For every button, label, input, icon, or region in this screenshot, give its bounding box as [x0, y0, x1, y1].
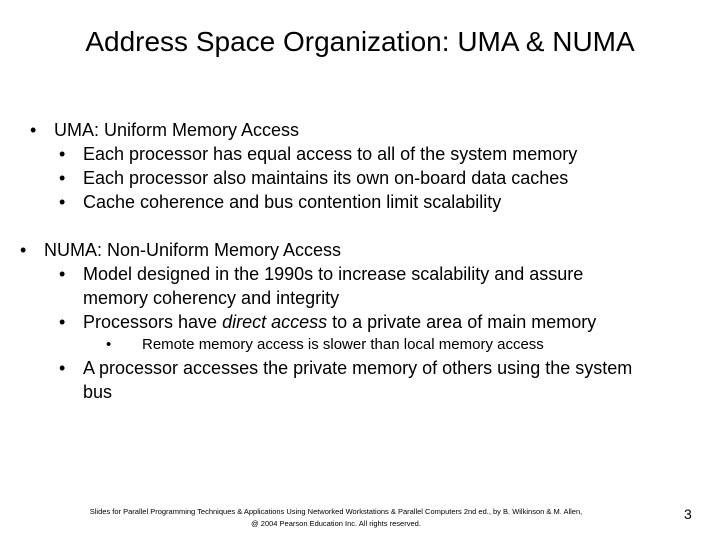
uma-item-2-bullet: • [59, 168, 66, 188]
footer-line-2: @ 2004 Pearson Education Inc. All rights reserved. [251, 519, 421, 528]
uma-item-3-bullet: • [59, 192, 66, 212]
numa-item-3-line-2: bus [83, 382, 113, 402]
numa-item-1-line-1: Model designed in the 1990s to increase scalability and assure [83, 264, 584, 284]
numa-item-1-line-2: memory coherency and integrity [83, 288, 340, 308]
uma-item-3: Cache coherence and bus contention limit scalability [83, 192, 502, 212]
numa-sub-item: Remote memory access is slower than local memory access [142, 336, 544, 353]
slide-title: Address Space Organization: UMA & NUMA [85, 26, 635, 57]
uma-item-1-bullet: • [59, 144, 66, 164]
page-number: 3 [684, 506, 692, 522]
numa-item-1-bullet: • [59, 264, 66, 284]
numa-item-3-bullet: • [59, 358, 66, 378]
numa-item-2-bullet: • [59, 312, 66, 332]
numa-sub-item-bullet: • [106, 336, 112, 353]
footer-line-1: Slides for Parallel Programming Techniques & Applications Using Networked Workstations & Parallel Computers 2nd ed., by B. Wilkinson & M. Allen, [89, 507, 583, 516]
uma-heading: UMA: Uniform Memory Access [54, 120, 300, 140]
uma-bullet: • [30, 120, 37, 140]
numa-item-2-emphasis: direct access [222, 312, 328, 332]
numa-item-3-line-1: A processor accesses the private memory of others using the system [83, 358, 633, 378]
numa-heading: NUMA: Non-Uniform Memory Access [44, 240, 342, 260]
footer-credits [36, 506, 636, 530]
uma-item-2: Each processor also maintains its own on-board data caches [83, 168, 569, 188]
numa-bullet: • [20, 240, 27, 260]
numa-item-2-pre: Processors have [83, 312, 223, 332]
numa-item-2 [83, 310, 596, 334]
numa-item-2-post: to a private area of main memory [327, 312, 597, 332]
uma-item-1: Each processor has equal access to all of the system memory [83, 144, 578, 164]
